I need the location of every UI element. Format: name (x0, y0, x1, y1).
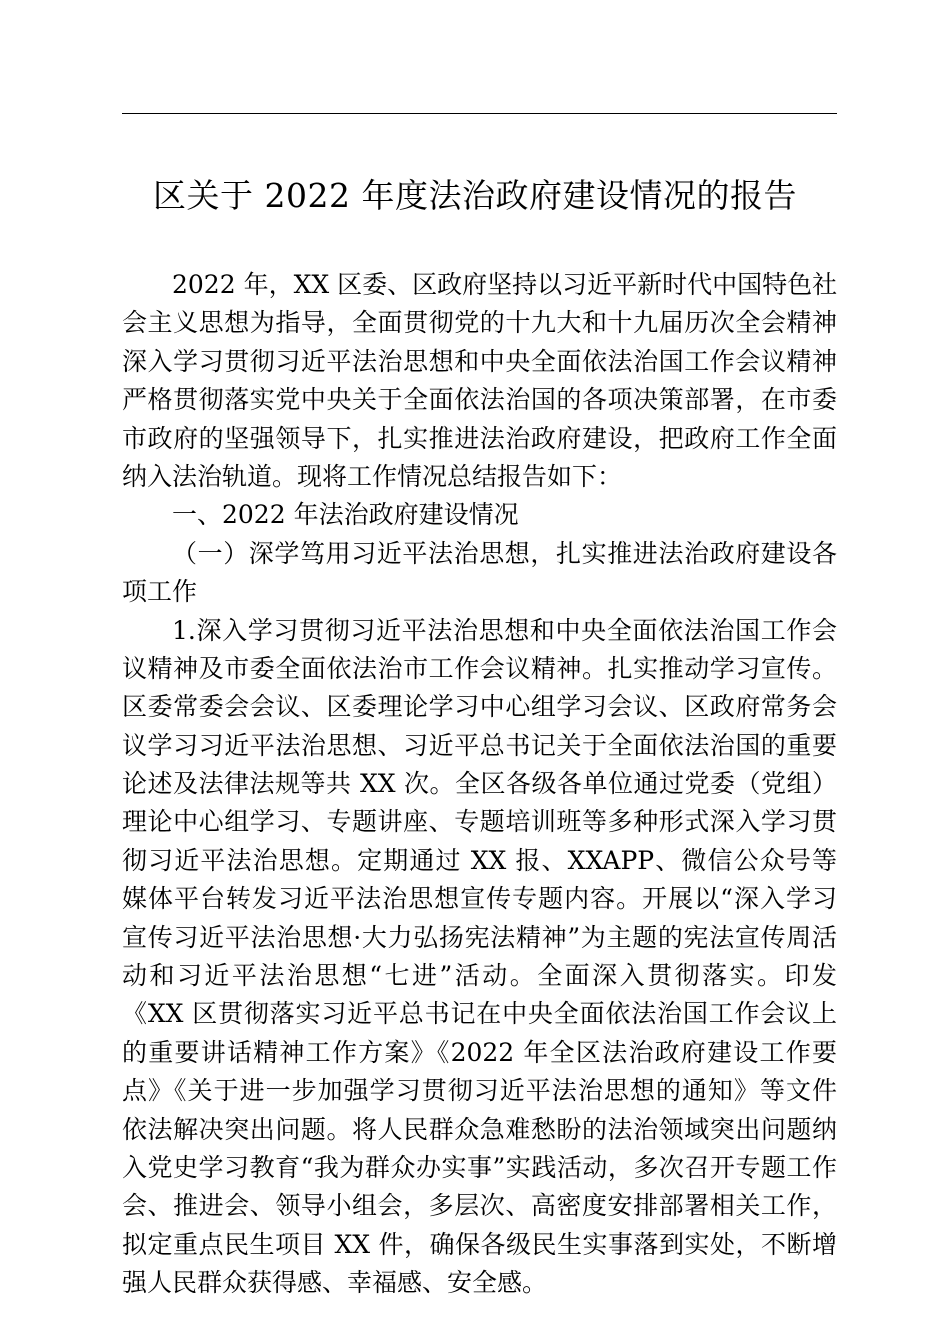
document-body (122, 266, 837, 1303)
subsection-heading-cont: 项工作 (122, 577, 198, 607)
paragraph-line: 的重要讲话精神工作方案》《2022 年全区法治政府建设工作要 (122, 1037, 837, 1067)
paragraph-line: 严格贯彻落实党中央关于全面依法治国的各项决策部署，在市委 (122, 385, 837, 415)
paragraph-line: 市政府的坚强领导下，扎实推进法治政府建设，把政府工作全面 (122, 423, 837, 453)
paragraph-line: 区委常委会会议、区委理论学习中心组学习会议、区政府常务会 (122, 692, 837, 722)
paragraph-line: 宣传习近平法治思想·大力弘扬宪法精神”为主题的宪法宣传周活 (122, 922, 837, 952)
paragraph-line: 《XX 区贯彻落实习近平总书记在中央全面依法治国工作会议上 (122, 999, 837, 1029)
paragraph-line: 彻习近平法治思想。定期通过 XX 报、XXAPP、微信公众号等 (122, 845, 837, 875)
paragraph-line: 深入学习贯彻习近平法治思想和中央全面依法治国工作会议精神 (122, 346, 837, 376)
paragraph-line: 入党史学习教育“我为群众办实事”实践活动，多次召开专题工作 (122, 1152, 837, 1182)
paragraph-line: 强人民群众获得感、幸福感、安全感。 (122, 1268, 548, 1298)
section-heading: 一、2022 年法治政府建设情况 (172, 500, 519, 530)
paragraph-line: 论述及法律法规等共 XX 次。全区各级各单位通过党委（党组） (122, 769, 837, 799)
paragraph-line: 动和习近平法治思想“七进”活动。全面深入贯彻落实。印发 (122, 961, 837, 991)
paragraph-line: 理论中心组学习、专题讲座、专题培训班等多种形式深入学习贯 (122, 807, 837, 837)
paragraph-line: 点》《关于进一步加强学习贯彻习近平法治思想的通知》等文件 (122, 1076, 837, 1106)
paragraph-line: 议精神及市委全面依法治市工作会议精神。扎实推动学习宣传。 (122, 653, 837, 683)
header-rule (122, 113, 837, 114)
paragraph-line: 依法解决突出问题。将人民群众急难愁盼的法治领域突出问题纳 (122, 1114, 837, 1144)
paragraph-line: 拟定重点民生项目 XX 件，确保各级民生实事落到实处，不断增 (122, 1229, 837, 1259)
paragraph-line: 2022 年，XX 区委、区政府坚持以习近平新时代中国特色社 (172, 270, 838, 299)
paragraph-line: 议学习习近平法治思想、习近平总书记关于全面依法治国的重要 (122, 730, 837, 760)
paragraph-line: 1.深入学习贯彻习近平法治思想和中央全面依法治国工作会 (172, 615, 837, 645)
paragraph-line: 纳入法治轨道。现将工作情况总结报告如下： (122, 461, 623, 491)
paragraph-line: 媒体平台转发习近平法治思想宣传专题内容。开展以“深入学习 (122, 884, 837, 914)
paragraph-line: 会主义思想为指导，全面贯彻党的十九大和十九届历次全会精神 (122, 308, 837, 338)
document-title: 区关于 2022 年度法治政府建设情况的报告 (153, 176, 797, 215)
paragraph-line: 会、推进会、领导小组会，多层次、高密度安排部署相关工作， (122, 1191, 837, 1221)
subsection-heading: （一）深学笃用习近平法治思想，扎实推进法治政府建设各 (172, 538, 837, 568)
